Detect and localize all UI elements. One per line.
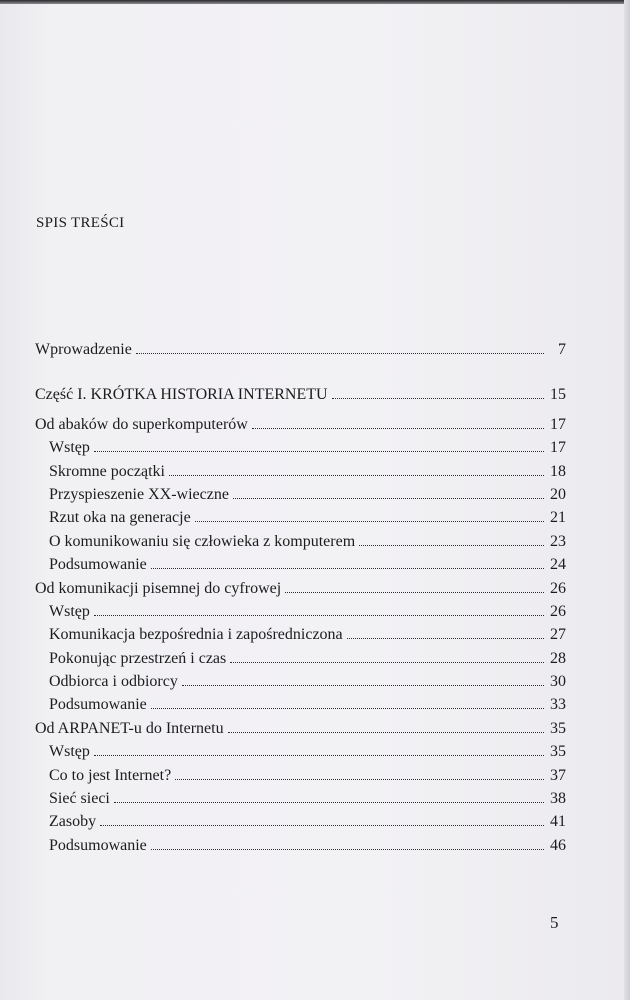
toc-entry-page: 23 (550, 532, 566, 550)
toc-entry-section (35, 764, 566, 787)
toc-entry-page: 37 (550, 766, 566, 784)
spacer (35, 361, 566, 383)
dot-leader (151, 849, 544, 850)
toc-entry-page: 15 (550, 386, 566, 404)
table-of-contents (35, 338, 566, 857)
dot-leader (252, 428, 544, 429)
toc-entry-page: 17 (550, 415, 566, 433)
dot-leader (332, 398, 544, 399)
dot-leader (182, 685, 544, 686)
toc-entry-page: 28 (550, 649, 566, 667)
toc-entry-title: Skromne początki (49, 462, 165, 480)
toc-entry-section (35, 647, 566, 670)
dot-leader (94, 755, 544, 756)
toc-entry-chapter (35, 413, 566, 436)
toc-entry-title: Wstęp (49, 602, 90, 620)
toc-entry-page: 35 (550, 743, 566, 761)
toc-entry-section (35, 506, 566, 529)
toc-entry-section (35, 553, 566, 576)
toc-entry-title: Wprowadzenie (35, 341, 132, 358)
toc-entry-chapter (35, 717, 566, 740)
chapter-list (35, 413, 566, 857)
dot-leader (347, 638, 544, 639)
toc-entry-section (35, 460, 566, 483)
toc-entry-page: 17 (550, 439, 566, 457)
dot-leader (100, 825, 544, 826)
toc-entry-page: 33 (550, 696, 566, 714)
toc-entry-page: 46 (550, 836, 566, 854)
toc-entry-page: 41 (550, 813, 566, 831)
toc-entry-title: Komunikacja bezpośrednia i zapośredniczona (49, 626, 343, 644)
dot-leader (230, 662, 544, 663)
toc-entry-title: Wstęp (49, 439, 90, 457)
toc-entry-title: Zasoby (49, 813, 97, 831)
toc-entry-title: Co to jest Internet? (49, 766, 172, 784)
dot-leader (136, 353, 544, 354)
toc-entry-chapter (35, 577, 566, 600)
dot-leader (114, 802, 544, 803)
toc-entry-section (35, 670, 566, 693)
dot-leader (94, 451, 544, 452)
toc-entry-title: Odbiorca i odbiorcy (49, 673, 178, 691)
toc-entry-section (35, 483, 566, 506)
toc-entry-section (35, 810, 566, 833)
toc-entry-page: 27 (550, 626, 566, 644)
toc-entry-title: Przyspieszenie XX-wieczne (49, 485, 229, 503)
toc-entry-title: O komunikowaniu się człowieka z komputerem (49, 532, 356, 550)
toc-entry-section (35, 740, 566, 763)
toc-entry-section (35, 693, 566, 716)
dot-leader (169, 475, 544, 476)
toc-entry-title: Wstęp (49, 743, 90, 761)
toc-entry-part (35, 383, 566, 406)
toc-entry-page: 26 (550, 579, 566, 597)
toc-entry-title: Sieć sieci (49, 790, 110, 808)
page-top-edge (0, 0, 630, 4)
toc-entry-section (35, 530, 566, 553)
toc-entry-section (35, 436, 566, 459)
toc-entry-page: 38 (550, 790, 566, 808)
toc-entry-page: 24 (550, 556, 566, 574)
toc-entry-page: 7 (558, 341, 566, 358)
dot-leader (175, 779, 544, 780)
toc-entry-page: 18 (550, 462, 566, 480)
toc-entry-page: 26 (550, 602, 566, 620)
toc-entry-page: 30 (550, 673, 566, 691)
toc-entry-page: 35 (550, 719, 566, 737)
toc-entry-title: Od komunikacji pisemnej do cyfrowej (35, 579, 282, 597)
dot-leader (195, 521, 544, 522)
page-number: 5 (550, 913, 559, 932)
toc-entry-title: Podsumowanie (49, 696, 147, 714)
toc-entry-title: Od abaków do superkomputerów (35, 415, 248, 433)
toc-entry-title: Pokonując przestrzeń i czas (49, 649, 227, 667)
toc-entry-section (35, 787, 566, 810)
toc-entry-title: Podsumowanie (49, 556, 147, 574)
toc-entry-page: 21 (550, 509, 566, 527)
toc-entry-page: 20 (550, 485, 566, 503)
toc-entry-section (35, 834, 566, 857)
toc-entry-section (35, 600, 566, 623)
dot-leader (228, 732, 544, 733)
toc-entry-intro (35, 338, 566, 361)
toc-entry-title: Rzut oka na generacje (49, 509, 191, 527)
dot-leader (233, 498, 544, 499)
toc-entry-title: Część I. KRÓTKA HISTORIA INTERNETU (35, 386, 328, 404)
toc-entry-section (35, 623, 566, 646)
page-right-edge (624, 0, 630, 1000)
dot-leader (151, 568, 544, 569)
toc-entry-title: Podsumowanie (49, 836, 147, 854)
dot-leader (285, 592, 544, 593)
dot-leader (151, 708, 544, 709)
toc-entry-title: Od ARPANET-u do Internetu (35, 719, 224, 737)
toc-heading: SPIS TREŚCI (36, 215, 125, 231)
dot-leader (94, 615, 544, 616)
dot-leader (359, 545, 544, 546)
